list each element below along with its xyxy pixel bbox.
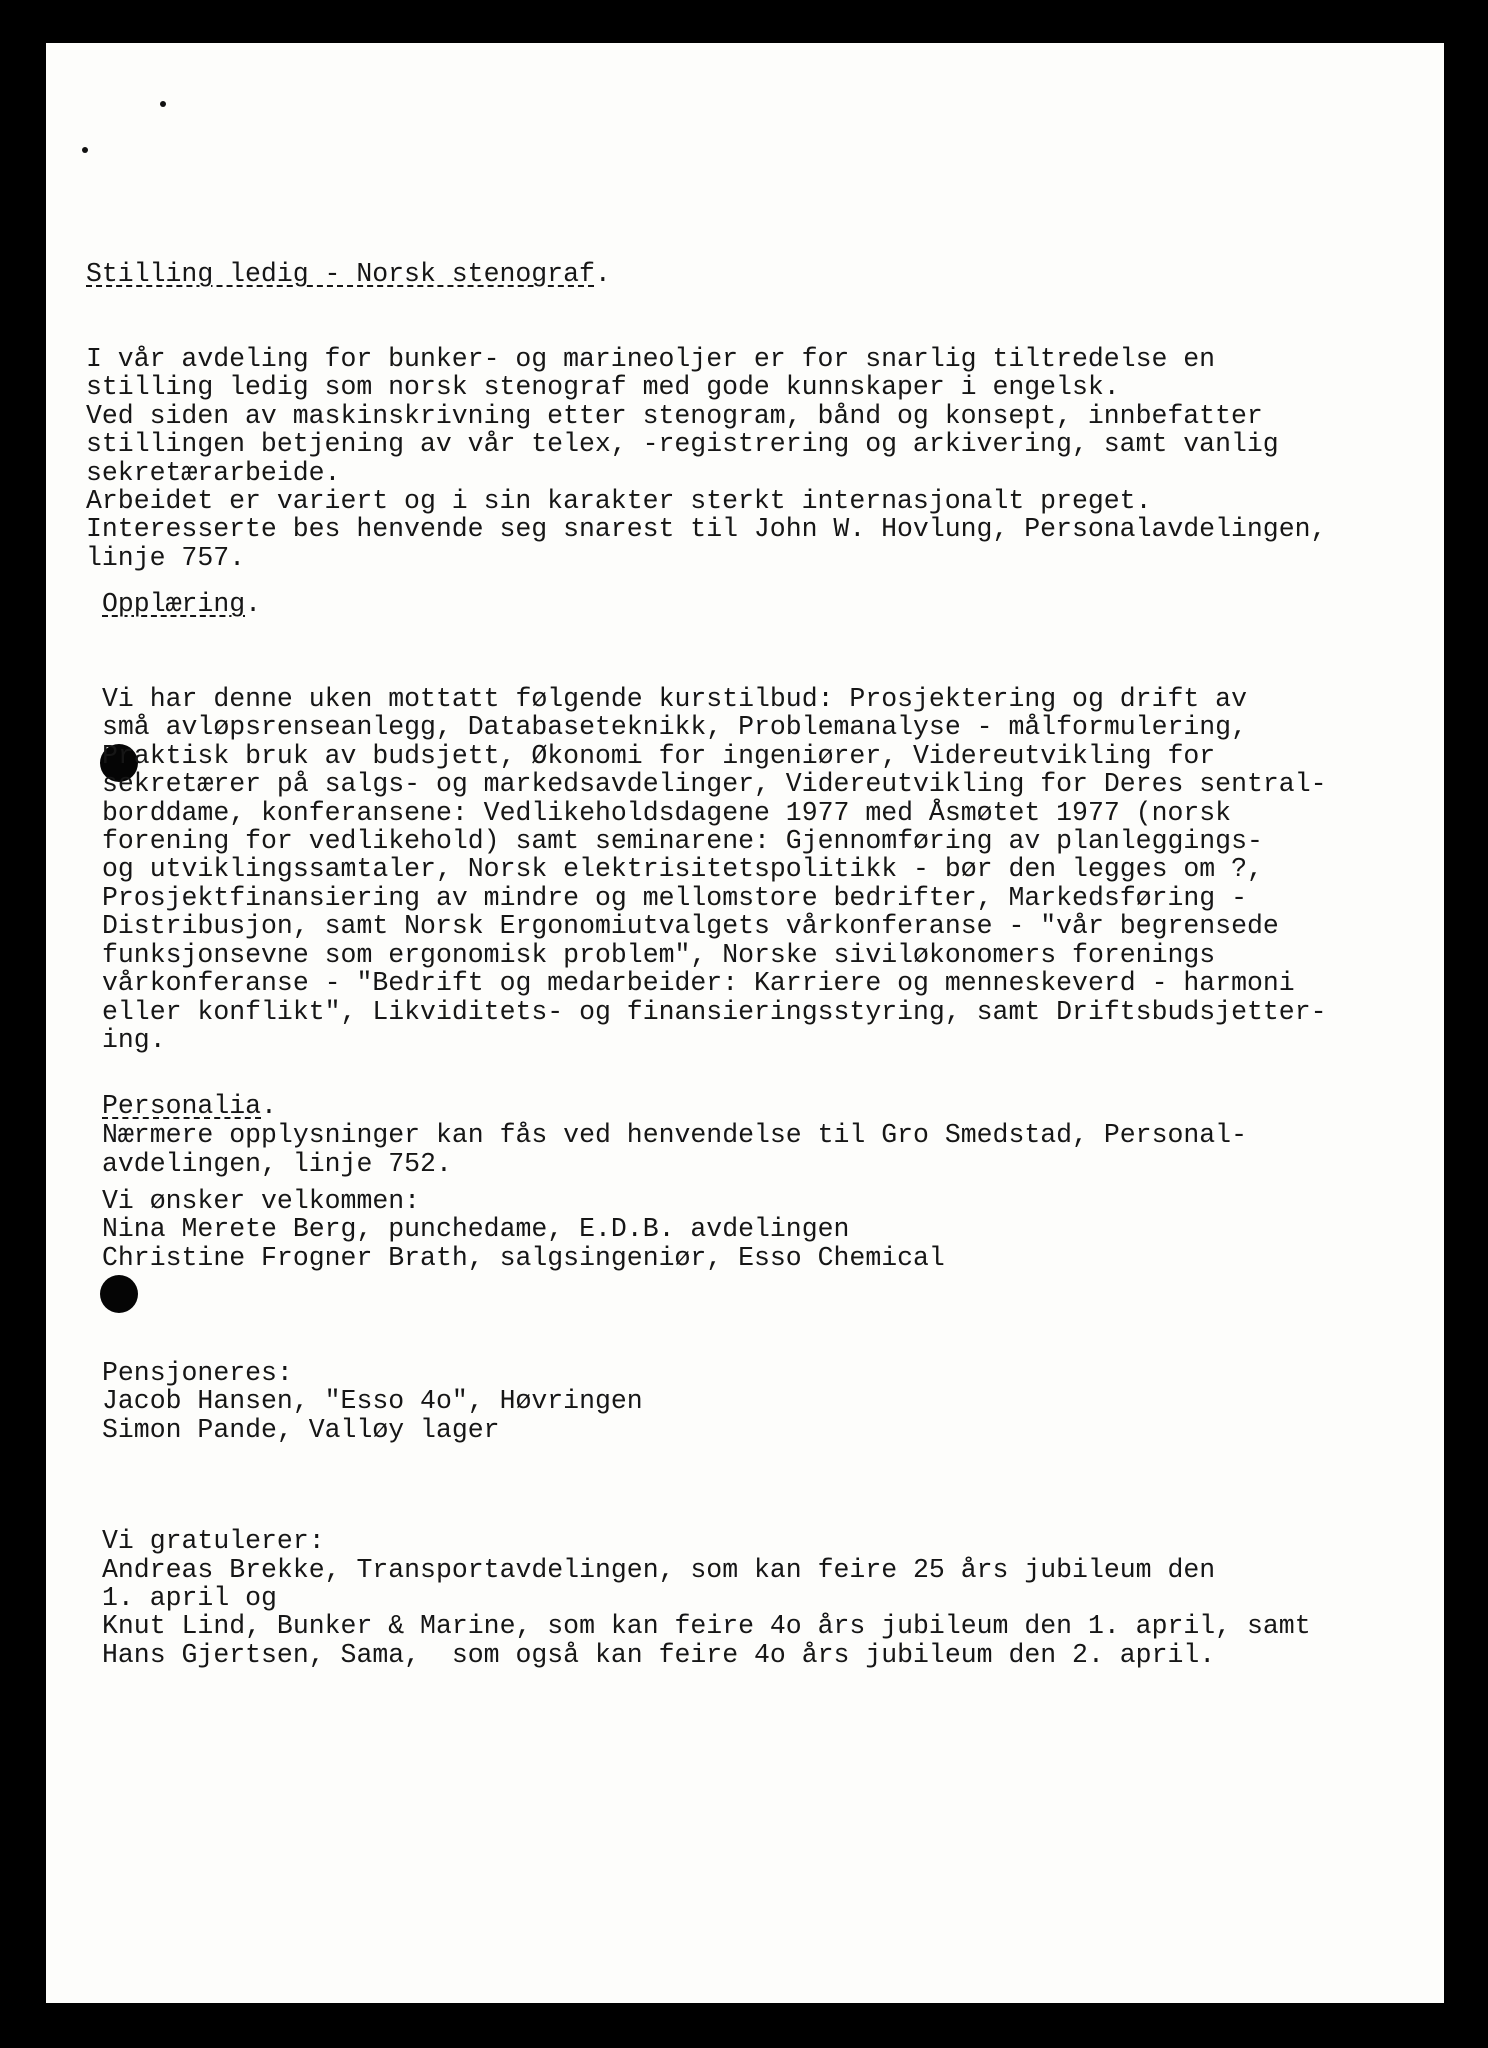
section-body: Vi har denne uken mottatt følgende kurstilbud: Prosjektering og drift av små avløpsrenseanlegg, Databaseteknikk, Problemanalyse - målformulering, Praktisk bruk av budsjett, Økonomi for ingeniører, Videreutvikling for sekretærer på salgs- og markedsavdelinger, Videreutvikling for Deres sentral- borddame, konferansene: Vedlikeholdsdagene 1977 med Åsmøtet 1977 (norsk forening for vedlikehold) samt seminarene: Gjennomføring av planleggings- og utviklingssamtaler, Norsk elektrisitetspolitikk - bør den legges om ?, Prosjektfinansiering av mindre og mellomstore bedrifter, Markedsføring - Distribusjon, samt Norsk Ergonomiutvalgets vårkonferanse - "vår begrensede funksjonsevne som ergonomisk problem", Norske siviløkonomers forenings vårkonferanse - "Bedrift og medarbeider: Karriere og menneskeverd - harmoni eller konflikt", Likviditets- og finansieringsstyring, samt Driftsbudsjetter- ing. bbox=[102, 684, 1327, 1055]
section-heading: Personalia. bbox=[102, 1090, 277, 1121]
section-heading: Stilling ledig - Norsk stenograf. bbox=[86, 258, 611, 289]
section-personalia bbox=[102, 1035, 1311, 1726]
document-page bbox=[46, 43, 1444, 2003]
ink-mark bbox=[82, 147, 88, 153]
ink-mark bbox=[160, 101, 166, 107]
section-body: I vår avdeling for bunker- og marineoljer er for snarlig tiltredelse en stilling ledig som norsk stenograf med gode kunnskaper i engelsk. Ved siden av maskinskrivning etter stenogram, bånd og konsept, innbefatter stillingen betjening av vår telex, -registrering og arkivering, samt vanlig sekretærarbeide. Arbeidet er variert og i sin karakter sterkt internasjonalt preget. Interesserte bes henvende seg snarest til John W. Hovlung, Personalavdelingen, linje 757. bbox=[86, 344, 1327, 573]
welcome-list: Vi ønsker velkommen: Nina Merete Berg, punchedame, E.D.B. avdelingen Christine Frogner Brath, salgsingeniør, Esso Chemical bbox=[102, 1186, 945, 1273]
section-body-contact: Nærmere opplysninger kan fås ved henvendelse til Gro Smedstad, Personal- avdelingen, linje 752. bbox=[102, 1120, 1247, 1179]
section-heading: Opplæring. bbox=[102, 588, 262, 619]
congratulations-list: Vi gratulerer: Andreas Brekke, Transportavdelingen, som kan feire 25 års jubileum den 1. april og Knut Lind, Bunker & Marine, som kan feire 4o års jubileum den 1. april, samt Hans Gjertsen, Sama, som også kan feire 4o års jubileum den 2. april. bbox=[102, 1526, 1311, 1670]
retirement-list: Pensjoneres: Jacob Hansen, "Esso 4o", Høvringen Simon Pande, Valløy lager bbox=[102, 1358, 643, 1445]
